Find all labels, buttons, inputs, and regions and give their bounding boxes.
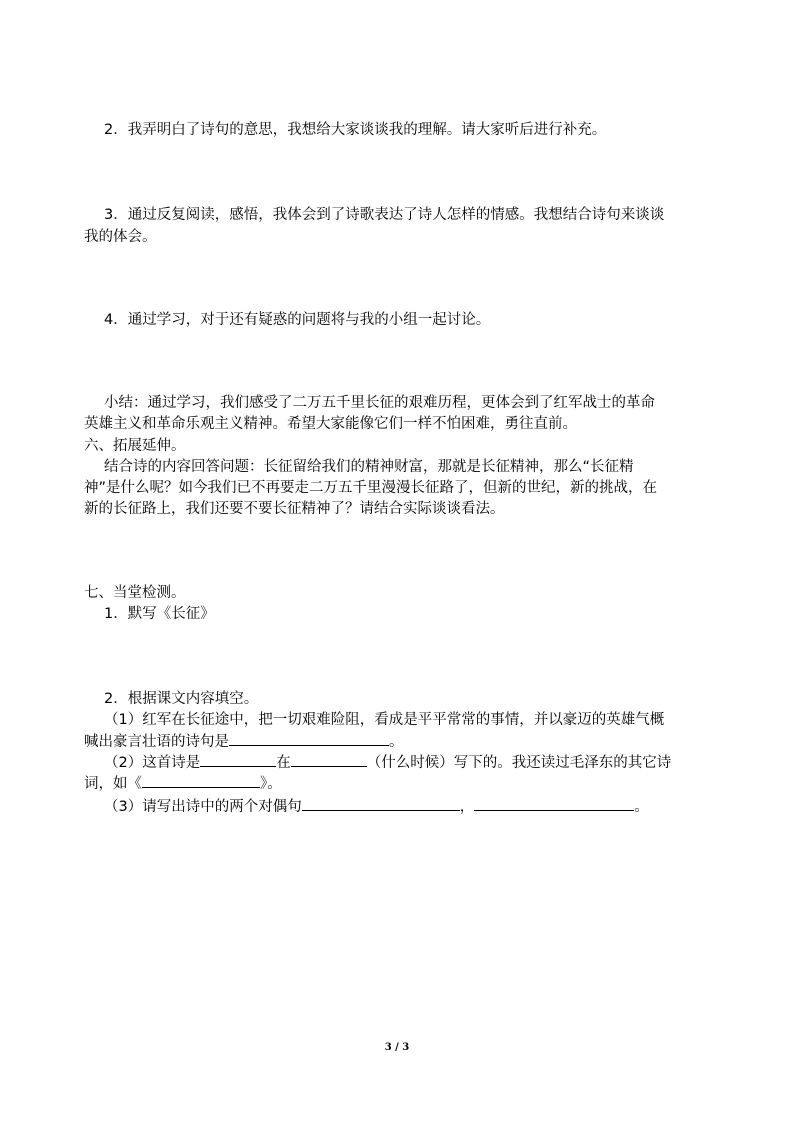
fill-blank-1-suffix: 。 xyxy=(389,734,404,750)
fill-blank-3-prefix: （3）请写出诗中的两个对偶句 xyxy=(104,799,302,815)
fill-blank-2-prefix: （2）这首诗是 xyxy=(104,755,201,771)
question-3-line-2: 我的体会。 xyxy=(84,229,157,245)
fill-blank-1-line-2 xyxy=(84,731,404,752)
fill-blank-2-line-2 xyxy=(84,773,282,794)
section-6-line-1: 结合诗的内容回答问题：长征留给我们的精神财富，那就是长征精神，那么“长征精 xyxy=(104,459,634,475)
answer-blank-3b[interactable] xyxy=(474,796,634,811)
section-6-title: 六、拓展延伸。 xyxy=(84,438,186,454)
fill-blank-2-line-2-suffix: 》。 xyxy=(260,776,282,792)
question-4: 4．通过学习，对于还有疑惑的问题将与我的小组一起讨论。 xyxy=(104,312,491,328)
fill-blank-2-suffix: （什么时候）写下的。我还读过毛泽东的其它诗 xyxy=(366,755,672,771)
fill-blank-1-prefix: 喊出豪言壮语的诗句是 xyxy=(84,734,229,750)
question-2: 2．我弄明白了诗句的意思，我想给大家谈谈我的理解。请大家听后进行补充。 xyxy=(104,122,607,138)
fill-blank-3-suffix: 。 xyxy=(634,799,649,815)
section-7-title: 七、当堂检测。 xyxy=(84,585,186,601)
section-6-line-2: 神”是什么呢？如今我们已不再要走二万五千里漫漫长征路了，但新的世纪，新的挑战，在 xyxy=(84,480,658,496)
summary-line-1: 小结：通过学习，我们感受了二万五千里长征的艰难历程，更体会到了红军战士的革命 xyxy=(104,395,655,411)
answer-blank-2b[interactable] xyxy=(291,752,367,767)
fill-blank-1-line-1: （1）红军在长征途中，把一切艰难险阻，看成是平平常常的事情，并以豪迈的英雄气概 xyxy=(104,712,665,728)
fill-blank-2-line-1 xyxy=(104,752,671,773)
summary-line-2: 英雄主义和革命乐观主义精神。希望大家能像它们一样不怕困难，勇往直前。 xyxy=(84,416,577,432)
section-7-question-2: 2．根据课文内容填空。 xyxy=(104,691,259,707)
section-7-question-1: 1．默写《长征》 xyxy=(104,606,215,622)
answer-blank-1[interactable] xyxy=(229,731,389,746)
fill-blank-2-middle: 在 xyxy=(276,755,291,771)
fill-blank-2-line-2-prefix: 词，如《 xyxy=(84,776,142,792)
answer-blank-2a[interactable] xyxy=(200,752,276,767)
question-3-line-1: 3．通过反复阅读，感悟，我体会到了诗歌表达了诗人怎样的情感。我想结合诗句来谈谈 xyxy=(104,207,665,223)
answer-blank-3a[interactable] xyxy=(302,796,460,811)
fill-blank-3-separator: ， xyxy=(459,799,475,815)
answer-blank-2c[interactable] xyxy=(142,773,260,788)
section-6-line-3: 新的长征路上，我们还要不要长征精神了？请结合实际谈谈看法。 xyxy=(84,501,505,517)
page-number: 3 / 3 xyxy=(384,1042,410,1053)
fill-blank-3 xyxy=(104,796,649,817)
